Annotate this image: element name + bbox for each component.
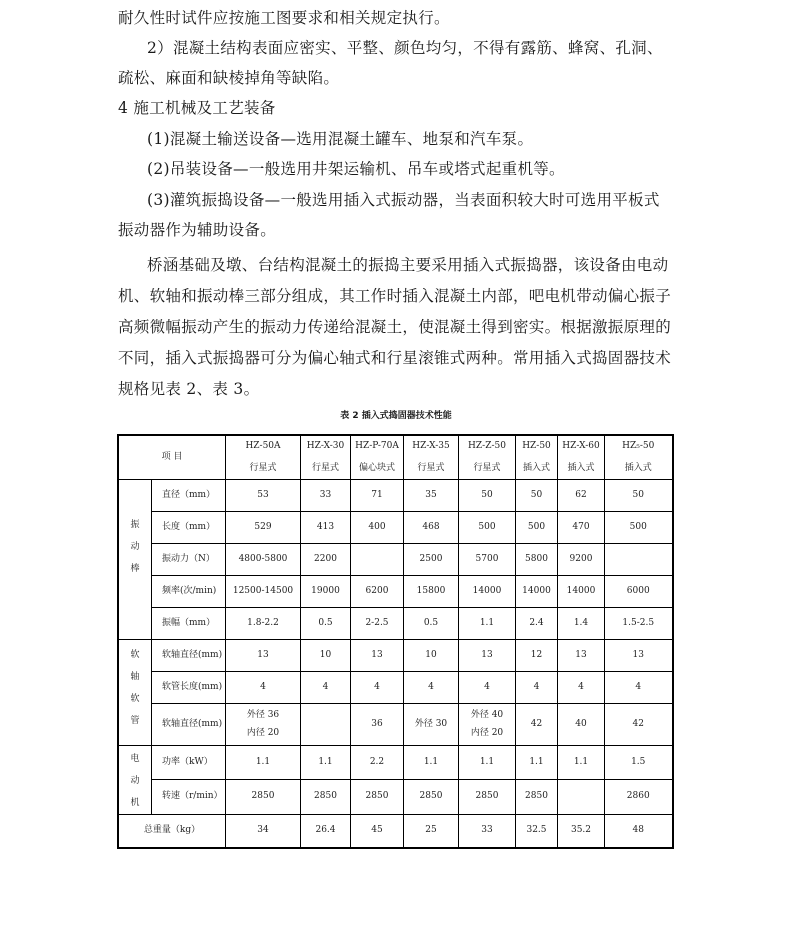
section-heading: 4 施工机械及工艺装备 xyxy=(118,99,276,117)
group-char: 动 xyxy=(130,775,140,786)
cell: 2850 xyxy=(226,780,301,815)
cell: 500 xyxy=(459,511,516,543)
cell: 12500-14500 xyxy=(226,575,301,607)
paragraph-line: 桥涵基础及墩、台结构混凝土的振捣主要采用插入式振捣器，该设备由电动 xyxy=(147,256,669,274)
group-char: 软 xyxy=(130,649,140,660)
row-label: 振幅（mm） xyxy=(152,607,226,639)
row-label: 软轴直径(mm) xyxy=(152,639,226,671)
table-row xyxy=(118,479,673,511)
group-char: 软 xyxy=(130,693,140,704)
cell: 1.5 xyxy=(605,745,673,780)
cell: 71 xyxy=(351,479,404,511)
model-name: HZ-Z-50 xyxy=(468,440,506,451)
cell: 5700 xyxy=(459,543,516,575)
cell: 6200 xyxy=(351,575,404,607)
table-caption: 表 2 插入式捣固器技术性能 xyxy=(340,411,452,421)
cell: 2850 xyxy=(459,780,516,815)
cell: 62 xyxy=(558,479,605,511)
group-char: 管 xyxy=(130,715,140,726)
cell xyxy=(351,543,404,575)
cell: 外径 36 内径 20 xyxy=(226,703,301,745)
table-row xyxy=(118,575,673,607)
model-name: HZ-X-60 xyxy=(562,440,600,451)
spec-table xyxy=(117,434,674,849)
total-label: 总重量（kg） xyxy=(118,814,226,848)
model-header xyxy=(605,435,673,479)
model-type: 行星式 xyxy=(417,462,445,473)
paragraph-line: 振动器作为辅助设备。 xyxy=(118,221,277,239)
cell: 4 xyxy=(301,671,351,703)
cell: 1.1 xyxy=(226,745,301,780)
row-label: 长度（mm） xyxy=(152,511,226,543)
cell: 4 xyxy=(605,671,673,703)
paragraph-line: 耐久性时试件应按施工图要求和相关规定执行。 xyxy=(118,9,450,27)
model-header xyxy=(351,435,404,479)
model-name: HZ-P-70A xyxy=(355,440,399,451)
cell: 400 xyxy=(351,511,404,543)
table-header-row xyxy=(118,435,673,479)
cell: 34 xyxy=(226,814,301,848)
cell: 2-2.5 xyxy=(351,607,404,639)
model-header xyxy=(516,435,558,479)
paragraph-line: (3)灌筑振捣设备—一般选用插入式振动器，当表面积较大时可选用平板式 xyxy=(147,191,660,209)
cell: 1.1 xyxy=(459,607,516,639)
cell: 13 xyxy=(558,639,605,671)
cell: 2850 xyxy=(404,780,459,815)
group-char: 棒 xyxy=(130,563,140,574)
cell: 36 xyxy=(351,703,404,745)
group-vibrator xyxy=(118,479,152,639)
cell: 1.1 xyxy=(301,745,351,780)
cell: 4 xyxy=(558,671,605,703)
group-char: 振 xyxy=(130,519,140,530)
cell: 4 xyxy=(459,671,516,703)
cell: 32.5 xyxy=(516,814,558,848)
cell: 5800 xyxy=(516,543,558,575)
cell: 500 xyxy=(516,511,558,543)
cell: 25 xyxy=(404,814,459,848)
group-shaft xyxy=(118,639,152,745)
cell: 13 xyxy=(605,639,673,671)
cell: 53 xyxy=(226,479,301,511)
row-label: 频率(次/min) xyxy=(152,575,226,607)
cell: 2.4 xyxy=(516,607,558,639)
paragraph-line: 疏松、麻面和缺棱掉角等缺陷。 xyxy=(118,69,340,87)
model-type: 行星式 xyxy=(311,462,339,473)
cell: 470 xyxy=(558,511,605,543)
row-label: 软管长度(mm) xyxy=(152,671,226,703)
table-row xyxy=(118,511,673,543)
table-row xyxy=(118,703,673,745)
row-label: 软轴直径(mm) xyxy=(152,703,226,745)
model-name: HZ-50A xyxy=(245,440,281,451)
model-header xyxy=(404,435,459,479)
cell: 40 xyxy=(558,703,605,745)
cell: 2860 xyxy=(605,780,673,815)
group-char: 动 xyxy=(130,541,140,552)
row-label: 功率（kW） xyxy=(152,745,226,780)
model-type: 行星式 xyxy=(473,462,501,473)
paragraph-line: 2）混凝土结构表面应密实、平整、颜色均匀，不得有露筋、蜂窝、孔洞、 xyxy=(147,39,663,57)
cell: 10 xyxy=(404,639,459,671)
cell: 48 xyxy=(605,814,673,848)
cell: 1.1 xyxy=(404,745,459,780)
cell: 26.4 xyxy=(301,814,351,848)
cell: 33 xyxy=(301,479,351,511)
table-row xyxy=(118,543,673,575)
paragraph-line: 高频微幅振动产生的振动力传递给混凝土，使混凝土得到密实。根据激振原理的 xyxy=(118,318,672,336)
paragraph-line: (1)混凝土输送设备—选用混凝土罐车、地泵和汽车泵。 xyxy=(147,130,534,148)
cell: 468 xyxy=(404,511,459,543)
cell: 14000 xyxy=(459,575,516,607)
cell: 2850 xyxy=(351,780,404,815)
cell: 1.4 xyxy=(558,607,605,639)
cell: 13 xyxy=(351,639,404,671)
cell: 10 xyxy=(301,639,351,671)
cell: 外径 30 xyxy=(404,703,459,745)
cell: 35.2 xyxy=(558,814,605,848)
table-row xyxy=(118,671,673,703)
cell: 529 xyxy=(226,511,301,543)
cell: 42 xyxy=(516,703,558,745)
cell: 35 xyxy=(404,479,459,511)
header-item-cell: 项 目 xyxy=(118,435,226,479)
group-char: 电 xyxy=(130,753,140,764)
paragraph-line: 规格见表 2、表 3。 xyxy=(118,380,260,398)
cell: 15800 xyxy=(404,575,459,607)
paragraph-line: (2)吊装设备—一般选用井架运输机、吊车或塔式起重机等。 xyxy=(147,160,565,178)
model-name: HZ-X-30 xyxy=(306,440,345,451)
cell xyxy=(605,543,673,575)
table-row xyxy=(118,745,673,780)
paragraph-line: 机、软轴和振动棒三部分组成，其工作时插入混凝土内部，吧电机带动偏心振子 xyxy=(118,287,672,305)
cell: 4 xyxy=(404,671,459,703)
cell: 19000 xyxy=(301,575,351,607)
cell: 1.8-2.2 xyxy=(226,607,301,639)
table-row xyxy=(118,639,673,671)
cell: 33 xyxy=(459,814,516,848)
model-name: HZ-50 xyxy=(522,440,551,451)
cell: 2200 xyxy=(301,543,351,575)
cell xyxy=(301,703,351,745)
table-row xyxy=(118,607,673,639)
cell: 42 xyxy=(605,703,673,745)
cell: 4 xyxy=(516,671,558,703)
model-name: HZ-X-35 xyxy=(412,440,450,451)
cell: 2500 xyxy=(404,543,459,575)
model-type: 插入式 xyxy=(567,462,595,473)
model-type: 行星式 xyxy=(249,462,277,473)
cell: 2.2 xyxy=(351,745,404,780)
cell: 14000 xyxy=(558,575,605,607)
table-row xyxy=(118,780,673,815)
group-motor xyxy=(118,745,152,814)
cell: 13 xyxy=(459,639,516,671)
cell: 0.5 xyxy=(404,607,459,639)
model-type: 插入式 xyxy=(522,462,550,473)
group-char: 机 xyxy=(130,797,140,808)
cell: 2850 xyxy=(301,780,351,815)
model-name: HZ₅-50 xyxy=(622,440,655,451)
model-header xyxy=(459,435,516,479)
cell: 50 xyxy=(516,479,558,511)
cell: 外径 40 内径 20 xyxy=(459,703,516,745)
cell: 4800-5800 xyxy=(226,543,301,575)
cell xyxy=(558,780,605,815)
cell: 1.5-2.5 xyxy=(605,607,673,639)
row-label: 直径（mm） xyxy=(152,479,226,511)
group-char: 轴 xyxy=(130,671,140,682)
cell: 500 xyxy=(605,511,673,543)
cell: 45 xyxy=(351,814,404,848)
cell: 4 xyxy=(226,671,301,703)
cell: 1.1 xyxy=(516,745,558,780)
paragraph-line: 不同，插入式振捣器可分为偏心轴式和行星滚锥式两种。常用插入式捣固器技术 xyxy=(118,349,672,367)
cell: 50 xyxy=(605,479,673,511)
cell: 2850 xyxy=(516,780,558,815)
cell: 1.1 xyxy=(459,745,516,780)
cell: 14000 xyxy=(516,575,558,607)
model-type: 插入式 xyxy=(624,462,652,473)
cell: 4 xyxy=(351,671,404,703)
row-label: 转速（r/min） xyxy=(152,780,226,815)
cell: 0.5 xyxy=(301,607,351,639)
model-header xyxy=(226,435,301,479)
row-label: 振动力（N） xyxy=(152,543,226,575)
cell: 1.1 xyxy=(558,745,605,780)
cell: 12 xyxy=(516,639,558,671)
cell: 6000 xyxy=(605,575,673,607)
cell: 50 xyxy=(459,479,516,511)
cell: 413 xyxy=(301,511,351,543)
table-total-row xyxy=(118,814,673,848)
model-type: 偏心块式 xyxy=(358,462,395,473)
model-header xyxy=(301,435,351,479)
cell: 13 xyxy=(226,639,301,671)
model-header xyxy=(558,435,605,479)
cell: 9200 xyxy=(558,543,605,575)
